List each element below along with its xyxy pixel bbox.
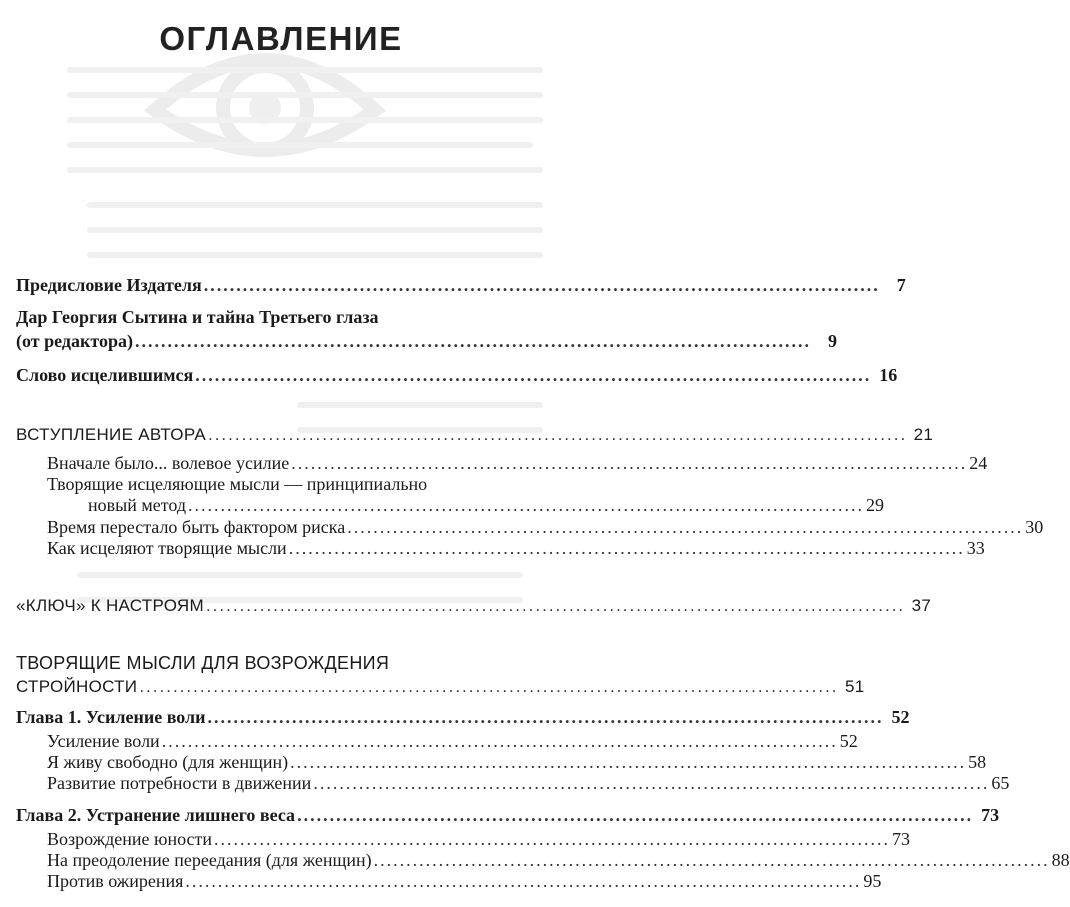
toc-entry-title-continued: новый метод [88, 495, 187, 515]
toc-leader: ........................................................................................................ [288, 538, 965, 558]
toc-entry-title: Против ожирения [47, 871, 184, 891]
toc-leader: ........................................................................................................ [207, 425, 908, 444]
toc-subentry[interactable] [47, 516, 1044, 538]
toc-page-number: 24 [969, 453, 988, 473]
toc-leader: ........................................................................................................ [373, 850, 1050, 870]
toc-leader: ........................................................................................................ [207, 707, 884, 727]
toc-leader: ........................................................................................................ [347, 517, 1024, 537]
toc-page-number: 52 [891, 707, 910, 727]
toc-entry-title[interactable]: ТВОРЯЩИЕ МЫСЛИ ДЛЯ ВОЗРОЖДЕНИЯ [16, 653, 390, 673]
toc-entry-title: «КЛЮЧ» К НАСТРОЯМ [16, 596, 204, 615]
page-title: ОГЛАВЛЕНИЕ [159, 20, 403, 57]
toc-page-number: 29 [866, 495, 885, 515]
toc-entry[interactable] [16, 424, 934, 446]
toc-page-number: 73 [892, 829, 911, 849]
toc-subentry[interactable] [47, 452, 988, 474]
toc-subentry[interactable] [47, 870, 882, 892]
toc-entry-title: Возрождение юности [47, 829, 213, 849]
toc-entry-title: Я живу свободно (для женщин) [47, 752, 289, 772]
toc-subentry[interactable] [47, 828, 911, 850]
toc-subentry[interactable] [47, 537, 985, 559]
toc-page-number: 21 [913, 425, 934, 444]
toc-subentry[interactable] [47, 751, 987, 773]
toc-leader: ........................................................................................................ [297, 805, 974, 825]
toc-leader: ........................................................................................................ [195, 365, 872, 385]
toc-entry-title: Вначале было... волевое усилие [47, 453, 290, 473]
toc-leader: ........................................................................................................ [188, 495, 865, 515]
toc-entry[interactable] [16, 274, 906, 296]
toc-leader: ........................................................................................................ [139, 677, 839, 696]
toc-chapter[interactable] [16, 804, 1000, 826]
toc-entry-title: Усиление воли [47, 731, 160, 751]
toc-entry[interactable] [16, 676, 865, 698]
toc-leader: ........................................................................................................ [134, 331, 811, 351]
toc-subentry[interactable] [47, 730, 858, 752]
toc-page-number: 37 [911, 596, 932, 615]
toc-leader: ........................................................................................................ [185, 871, 862, 891]
toc-page-number: 9 [827, 331, 837, 351]
toc-leader: ........................................................................................................ [313, 773, 990, 793]
toc-entry-title[interactable]: Дар Георгия Сытина и тайна Третьего глаза [16, 307, 379, 327]
toc-subentry[interactable] [88, 494, 885, 516]
toc-entry-title: Предисловие Издателя [16, 275, 202, 295]
toc-page-number: 73 [981, 805, 1000, 825]
toc-entry-title-continued: (от редактора) [16, 331, 133, 351]
toc-entry[interactable] [16, 595, 932, 617]
toc-page-number: 30 [1025, 517, 1044, 537]
toc-page-number: 95 [863, 871, 882, 891]
toc-page-number: 7 [896, 275, 906, 295]
toc-entry-title: На преодоление переедания (для женщин) [47, 850, 372, 870]
toc-leader: ........................................................................................................ [161, 731, 838, 751]
toc-page-number: 16 [879, 365, 898, 385]
toc-page-number: 33 [966, 538, 985, 558]
toc-entry-title-continued: СТРОЙНОСТИ [16, 677, 138, 696]
toc-leader: ........................................................................................................ [205, 596, 906, 615]
toc-leader: ........................................................................................................ [203, 275, 880, 295]
toc-entry-title: Как исцеляют творящие мысли [47, 538, 287, 558]
toc-leader: ........................................................................................................ [290, 752, 967, 772]
toc-subentry[interactable] [47, 772, 1010, 794]
toc-entry-title: Время перестало быть фактором риска [47, 517, 346, 537]
toc-page-number: 65 [991, 773, 1010, 793]
toc-entry[interactable] [16, 364, 898, 386]
toc-entry-title: Развитие потребности в движении [47, 773, 312, 793]
toc-entry-title: ВСТУПЛЕНИЕ АВТОРА [16, 425, 206, 444]
toc-leader: ........................................................................................................ [214, 829, 891, 849]
toc-entry[interactable] [16, 330, 837, 352]
toc-entry-title[interactable]: Творящие исцеляющие мысли — принципиально [47, 474, 428, 494]
toc-page-number: 51 [845, 677, 865, 696]
toc-entry-title: Глава 2. Устранение лишнего веса [16, 805, 296, 825]
toc-subentry[interactable] [47, 849, 1070, 871]
toc-leader: ........................................................................................................ [291, 453, 968, 473]
toc-page-number: 52 [839, 731, 858, 751]
toc-entry-title: Слово исцелившимся [16, 365, 194, 385]
toc-page-number: 88 [1051, 850, 1070, 870]
toc-entry-title: Глава 1. Усиление воли [16, 707, 206, 727]
toc-page-number: 58 [968, 752, 987, 772]
toc-chapter[interactable] [16, 706, 910, 728]
